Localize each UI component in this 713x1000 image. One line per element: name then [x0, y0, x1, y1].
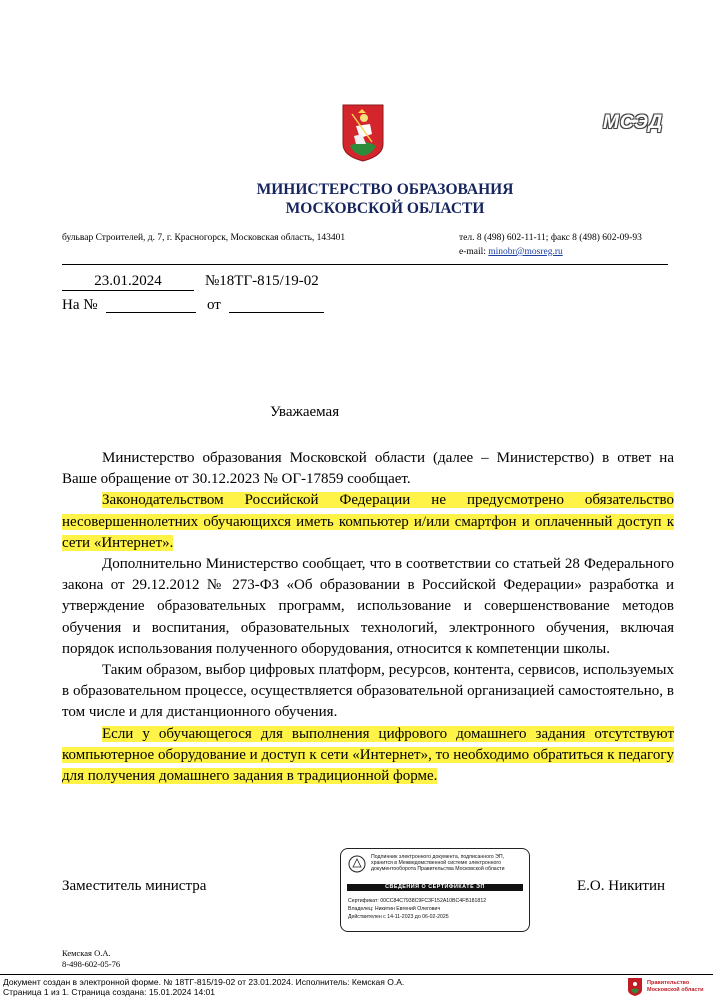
gov-label-line2: Московской области: [647, 986, 704, 993]
paragraph-competence: Дополнительно Министерство сообщает, что в соответствии со статьей 28 Федерального закона от 29.12.2012 № 273-ФЗ «Об образовании в Российской Федерации» разработка и утверждение образовательных программ, использование и совершенствование методов обучения и воспитания, образовательных технологий, электронного обучения, включая порядок использования полученного оборудования, относится к компетенции школы.: [62, 556, 674, 657]
registration-number: №18ТГ-815/19-02: [205, 273, 319, 289]
reference-number-label: На №: [62, 297, 98, 313]
paragraph-homework: [62, 724, 674, 788]
electronic-signature-stamp: [340, 848, 530, 932]
email-label: e-mail:: [459, 247, 486, 257]
header-divider: [62, 264, 668, 265]
paragraph-intro: Министерство образования Московской области (далее – Министерство) в ответ на Ваше обращение от 30.12.2023 № ОГ-17859 сообщает.: [62, 450, 674, 488]
certificate-number: Сертификат: 00CC84C7938C9FC3F152A10BC4FB181812: [348, 898, 487, 904]
registration-date: 23.01.2024: [62, 272, 194, 291]
certificate-owner: Владелец: Никитин Евгений Олегович: [348, 906, 441, 912]
coat-of-arms-icon: [342, 104, 384, 162]
ministry-address: бульвар Строителей, д. 7, г. Красногорск, Московская область, 143401: [62, 233, 346, 243]
government-logo-icon: [628, 978, 642, 996]
executor-phone: 8-498-602-05-76: [62, 959, 121, 969]
gov-label-line1: Правительство: [647, 980, 690, 986]
emblem-icon: [348, 855, 366, 873]
highlighted-text: Законодательством Российской Федерации не предусмотрено обязательство несовершеннолетних обучающихся иметь компьютер и/или смартфон и оплаченный доступ к сети «Интернет».: [62, 492, 674, 551]
signatory-name: Е.О. Никитин: [577, 878, 666, 894]
reference-date-label: от: [207, 297, 221, 313]
greeting: Уважаемая: [270, 404, 340, 420]
ministry-title: МИНИСТЕРСТВО ОБРАЗОВАНИЯ: [256, 181, 514, 198]
certificate-validity: Действителен с 14-11-2023 до 06-02-2025: [348, 914, 449, 920]
footer-document-info: Документ создан в электронной форме. № 18ТГ-815/19-02 от 23.01.2024. Исполнитель: Кемская О.А.: [3, 977, 405, 987]
ministry-email-row: [459, 247, 563, 257]
paragraph-platforms: Таким образом, выбор цифровых платформ, ресурсов, контента, сервисов, используемых в образовательном процессе, осуществляется образовательной организацией самостоятельно, в том числе и для дистанционного обучения.: [62, 662, 674, 721]
ministry-region: МОСКОВСКОЙ ОБЛАСТИ: [285, 200, 485, 217]
msed-logo: МСЭД: [603, 112, 664, 133]
document-footer: [3, 977, 404, 997]
executor-name: Кемская О.А.: [62, 948, 111, 958]
letter-body: [62, 448, 674, 787]
reference-date-field: [229, 312, 324, 313]
footer-page-info: Страница 1 из 1. Страница создана: 15.01.2024 14:01: [3, 987, 216, 997]
reference-number-field: [106, 312, 196, 313]
stamp-title: СВЕДЕНИЯ О СЕРТИФИКАТЕ ЭП: [347, 884, 523, 891]
footer-divider: [0, 974, 713, 975]
executor-info: [62, 948, 120, 970]
ministry-phone: тел. 8 (498) 602-11-11; факс 8 (498) 602-09-93: [459, 233, 642, 243]
paragraph-law: [62, 490, 674, 554]
government-label: [647, 980, 704, 993]
stamp-notice: Подлинник электронного документа, подписанного ЭП, хранится в Межведомственной системе электронного документооборота Правительства Московской области: [371, 854, 505, 873]
signatory-position: Заместитель министра: [62, 878, 207, 894]
email-link[interactable]: minobr@mosreg.ru: [488, 247, 563, 257]
highlighted-text: Если у обучающегося для выполнения цифрового домашнего задания отсутствуют компьютерное оборудование и доступ к сети «Интернет», то необходимо обратиться к педагогу для получения домашнего задания в традиционной форме.: [62, 725, 674, 785]
